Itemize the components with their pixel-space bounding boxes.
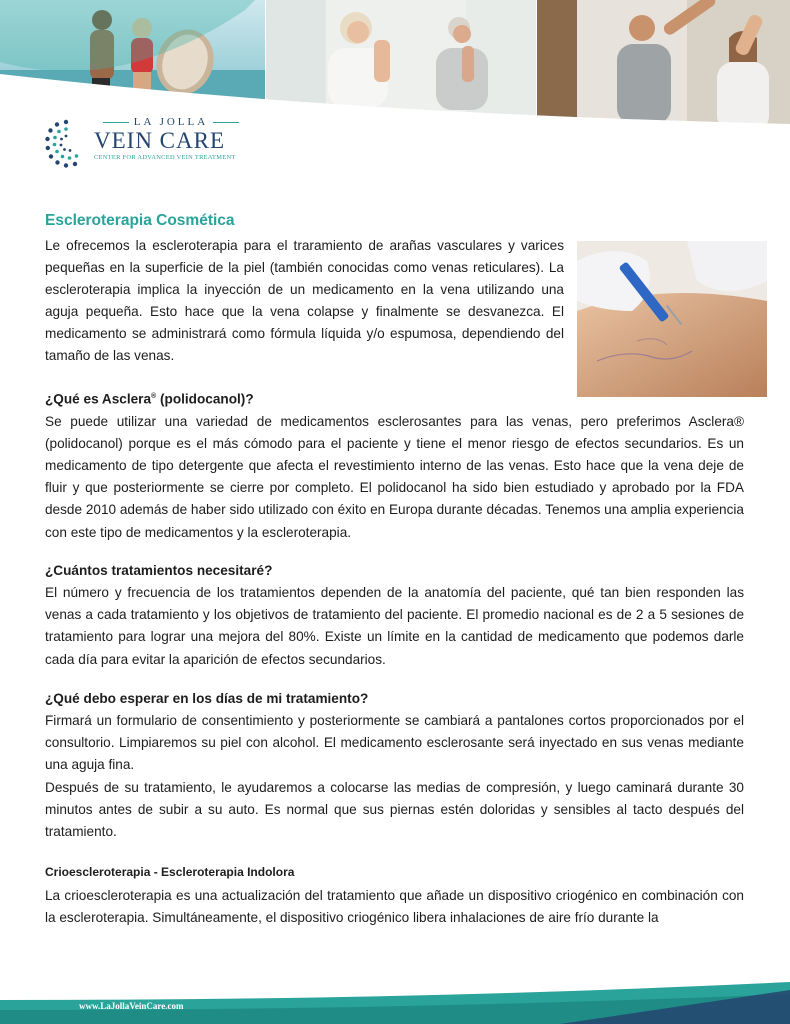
section-title-asclera: ¿Qué es Asclera® (polidocanol)? [45,391,254,407]
intro-paragraph: Le ofrecemos la escleroterapia para el traramiento de arañas vasculares y varices pequeñas en la superficie de la piel (también conocidas como venas reticulares). La escleroterapia implica la inyección de un medicamento en la vena utilizando una aguja pequeña. Esto hace que la vena colapse y finalmente se desvanezca. El medicamento se administrará como fórmula líquida y/o espumosa, dependiendo del tamaño de las venas. [45,238,564,363]
treatments-paragraph: El número y frecuencia de los tratamientos dependen de la anatomía del paciente, qué tan bien responden las venas a cada tratamiento y los objetivos de tratamiento del paciente. El promedio nacional es de 2 a 5 sesiones de tratamiento para lograr una mejora del 80%. Existe un límite en la cantidad de medicamento que podemos darle cada día para evitar la aparición de efectos secundarios. [45,585,744,667]
logo-tagline: CENTER FOR ADVANCED VEIN TREATMENT [94,154,236,161]
logo [44,116,264,172]
expectations-paragraph-2: Después de su tratamiento, le ayudaremos a colocarse las medias de compresión, y luego caminará durante 30 minutos antes de subir a su auto. Es normal que sus piernas estén doloridas y sensibles al tacto después del tratamiento. [45,779,744,840]
section-title-expectations: ¿Qué debo esperar en los días de mi tratamiento? [45,691,369,706]
logo-main-text: VEIN CARE [94,128,226,153]
footer-swoosh [0,960,790,1024]
cryo-paragraph: La crioescleroterapia es una actualización del tratamiento que añade un dispositivo criogénico en combinación con la escleroterapia. Simultáneamente, el dispositivo criogénico libera inhalaciones de aire frío durante la [45,888,744,926]
website-link[interactable]: www.LaJollaVeinCare.com [79,1001,184,1011]
logo-spiral-icon [44,118,88,170]
injection-photo [577,241,767,397]
expectations-paragraph-1: Firmará un formulario de consentimiento y posteriormente se cambiará a pantalones cortos proporcionados por el consultorio. Limpiaremos su piel con alcohol. El medicamento esclerosante será inyectado en sus venas mediante una aguja fina. [45,713,744,773]
section-title-cryo: Crioescleroterapia - Escleroterapia Indolora [45,865,295,879]
cryo-section [45,862,744,929]
logo-top-text: LA JOLLA [96,116,246,128]
asclera-paragraph: Se puede utilizar una variedad de medicamentos esclerosantes para las venas, pero preferimos Asclera® (polidocanol) porque es el más cómodo para el paciente y tiene el menor riesgo de efectos secundarios. Es un medicamento de tipo detergente que afecta el revestimiento interno de las venas. Esto hace que la vena deje de fluir y que posteriormente se cierre por completo. El polidocanol ha sido bien estudiado y aprobado por la FDA desde 2010 además de haber sido utilizado con éxito en Europa durante décadas. Tenemos una amplia experiencia con este tipo de medicamentos y la escleroterapia. [45,413,744,540]
section-title-treatments: ¿Cuántos tratamientos necesitaré? [45,563,273,578]
treatments-section [45,560,744,671]
section-title-sclerotherapy: Escleroterapia Cosmética [45,212,235,229]
asclera-section [45,386,744,544]
expectations-section [45,688,744,843]
